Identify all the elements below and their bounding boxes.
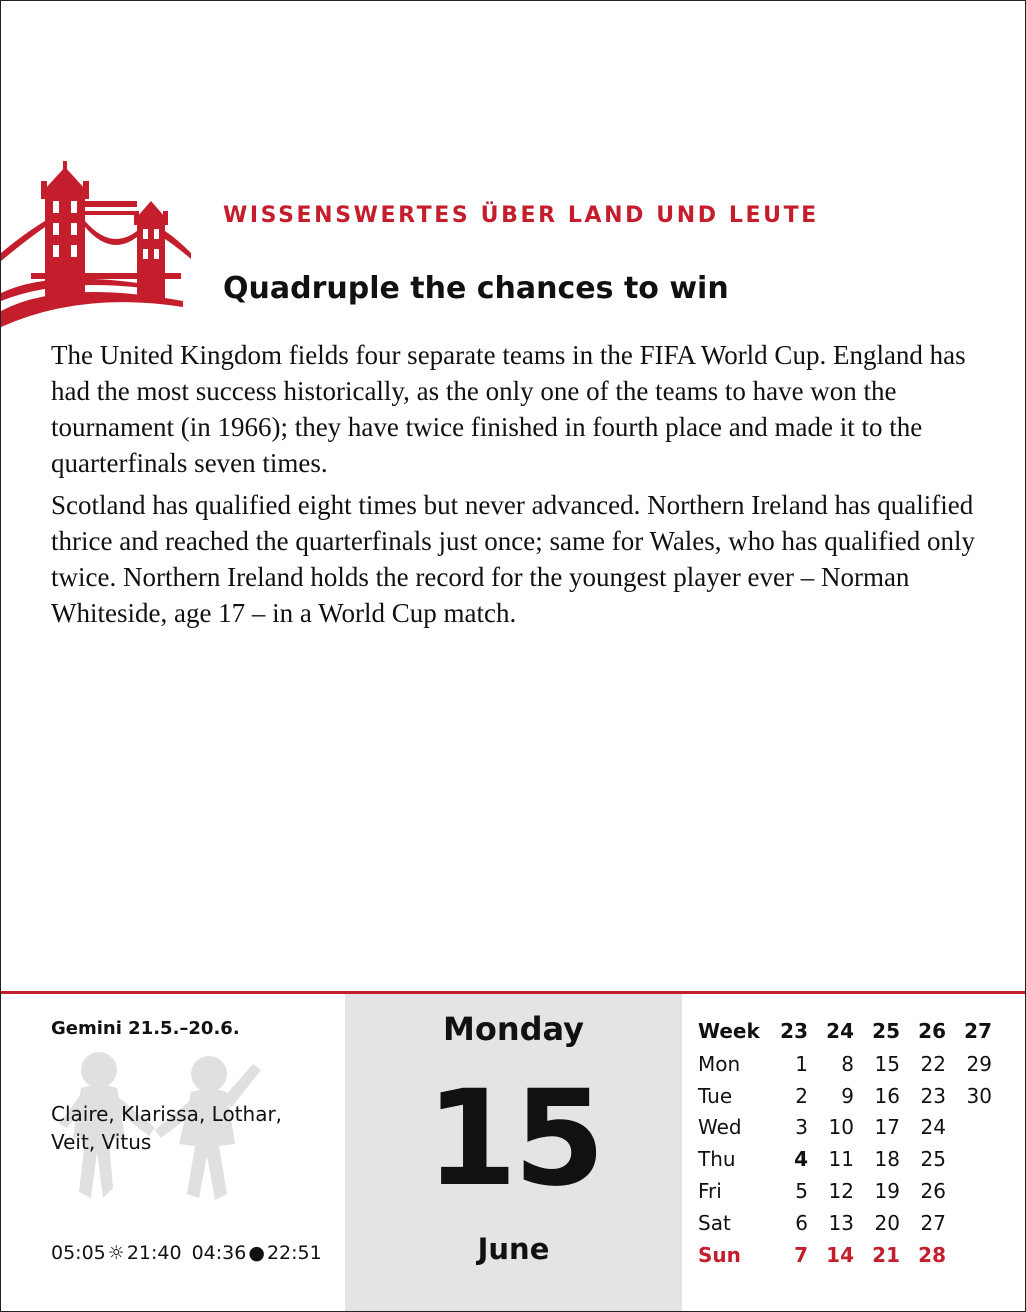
- calendar-day: 13: [828, 1210, 854, 1235]
- calendar-day: 22: [920, 1051, 946, 1076]
- calendar-day-highlighted: 4: [794, 1147, 808, 1172]
- calendar-day: [946, 1239, 992, 1271]
- calendar-day: 15: [874, 1051, 900, 1076]
- day-number: 15: [425, 1062, 602, 1216]
- month-calendar: [682, 994, 1025, 1311]
- sunrise-time: 05:05: [51, 1242, 106, 1264]
- article-headline: Quadruple the chances to win: [223, 271, 729, 306]
- week-number: 27: [964, 1019, 992, 1043]
- calendar-day: 1: [795, 1051, 808, 1076]
- calendar-day: 14: [826, 1242, 854, 1267]
- calendar-row-sat: [698, 1207, 992, 1239]
- calendar-day: 6: [795, 1210, 808, 1235]
- calendar-day: 18: [874, 1147, 900, 1172]
- weekday-abbr: Wed: [698, 1115, 742, 1140]
- date-panel: [345, 994, 682, 1311]
- week-number: 24: [826, 1019, 854, 1043]
- calendar-day: 8: [841, 1051, 854, 1076]
- calendar-day: 20: [874, 1210, 900, 1235]
- calendar-row-fri: [698, 1175, 992, 1207]
- sun-moon-times: [51, 1242, 322, 1264]
- weekday-abbr: Sun: [698, 1242, 741, 1267]
- calendar-week-row: [698, 1014, 992, 1048]
- article-paragraph: The United Kingdom fields four separate teams in the FIFA World Cup. England has had the most success historically, as the only one of the teams to have won the tournament (in 1966); they have twice finished in fourth place and made it to the quarterfinals seven times.: [51, 340, 966, 478]
- moonset-time: 22:51: [266, 1242, 322, 1264]
- calendar-row-wed: [698, 1112, 992, 1144]
- calendar-day: 27: [920, 1210, 946, 1235]
- calendar-day: 23: [920, 1083, 946, 1108]
- calendar-day: 19: [874, 1179, 900, 1204]
- calendar-day: 11: [828, 1147, 854, 1172]
- weekday-label: Monday: [443, 1010, 584, 1048]
- sun-icon: ☼: [107, 1242, 125, 1264]
- week-label: Week: [698, 1019, 760, 1043]
- day-info-panel: [1, 994, 345, 1311]
- calendar-day: 10: [828, 1115, 854, 1140]
- week-number: 23: [780, 1019, 808, 1043]
- name-days: Claire, Klarissa, Lothar, Veit, Vitus: [51, 1102, 283, 1154]
- calendar-day: 17: [874, 1115, 900, 1140]
- weekday-abbr: Fri: [698, 1179, 722, 1204]
- calendar-row-sun: [698, 1239, 992, 1271]
- calendar-day: 30: [966, 1083, 992, 1108]
- calendar-row-tue: [698, 1080, 992, 1112]
- calendar-row-thu: [698, 1143, 992, 1175]
- calendar-day: 26: [920, 1179, 946, 1204]
- weekday-abbr: Thu: [698, 1147, 736, 1172]
- calendar-day: 5: [795, 1179, 808, 1204]
- calendar-day: [946, 1207, 992, 1239]
- sunset-time: 21:40: [126, 1242, 182, 1264]
- zodiac-sign: Gemini 21.5.–20.6.: [51, 1018, 240, 1039]
- moon-icon: ●: [248, 1242, 265, 1264]
- calendar-day: 28: [918, 1242, 946, 1267]
- article-body: [51, 337, 981, 637]
- calendar-day: 9: [841, 1083, 854, 1108]
- calendar-day: 7: [794, 1242, 808, 1267]
- month-label: June: [477, 1232, 550, 1266]
- weekday-abbr: Sat: [698, 1210, 731, 1235]
- week-number: 25: [872, 1019, 900, 1043]
- calendar-grid: [698, 1014, 992, 1271]
- calendar-day: 24: [920, 1115, 946, 1140]
- tower-bridge-icon: [1, 161, 191, 331]
- weekday-abbr: Tue: [698, 1083, 733, 1108]
- week-number: 26: [918, 1019, 946, 1043]
- calendar-day: 12: [828, 1179, 854, 1204]
- calendar-day: 3: [795, 1115, 808, 1140]
- moonrise-time: 04:36: [191, 1242, 247, 1264]
- calendar-day: 21: [872, 1242, 900, 1267]
- calendar-day: 29: [966, 1051, 992, 1076]
- calendar-day: 16: [874, 1083, 900, 1108]
- calendar-row-mon: [698, 1048, 992, 1080]
- calendar-day: 2: [795, 1083, 808, 1108]
- calendar-day: [946, 1112, 992, 1144]
- weekday-abbr: Mon: [698, 1051, 741, 1076]
- calendar-day: [946, 1175, 992, 1207]
- calendar-day: 25: [920, 1147, 946, 1172]
- section-title: WISSENSWERTES ÜBER LAND UND LEUTE: [223, 203, 819, 228]
- calendar-day: [946, 1143, 992, 1175]
- article-paragraph: Scotland has qualified eight times but never advanced. Northern Ireland has qualified thrice and reached the quarterfinals just once; same for Wales, who has qualified only twice. Northern Ireland holds the record for the youngest player ever – Norman Whiteside, age 17 – in a World Cup match.: [51, 490, 975, 628]
